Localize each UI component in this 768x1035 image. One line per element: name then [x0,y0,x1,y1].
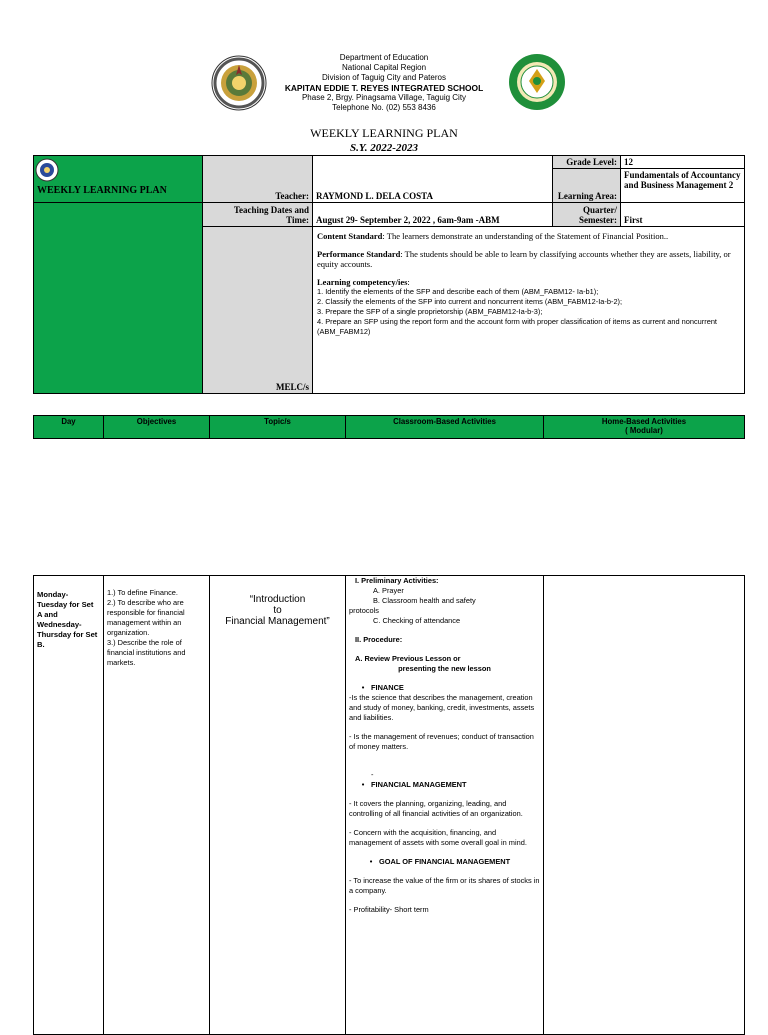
teacher-value: RAYMOND L. DELA COSTA [313,156,553,203]
goal-definition: - To increase the value of the firm or its shares of stocks in a company. [349,876,540,895]
objective-item: 3.) Describe the role of financial institutions and markets. [107,638,186,667]
page-title: WEEKLY LEARNING PLAN [310,126,458,140]
competency-heading [317,277,740,288]
dates-label-2: Time: [286,215,309,225]
finance-definition-1: -Is the science that describes the management, creation and study of money, banking, credit, investments, assets and liabilities. [349,693,535,722]
school-name: KAPITAN EDDIE T. REYES INTEGRATED SCHOOL [284,83,484,93]
learning-area-label: Learning Area: [553,169,621,203]
fm-definition-1: - It covers the planning, organizing, leading, and controlling of all financial activities of an organization. [349,799,523,818]
prelim-heading: I. Preliminary Activities: [355,576,439,585]
performance-standard-text: : The students should be able to learn by classifying accounts whether they are assets, liability, or equity accounts. [317,248,731,269]
schedule-header [33,415,745,439]
competency-label: Learning competency/ies [317,276,408,287]
school-year: S.Y. 2022-2023 [350,142,418,154]
finance-definition-2: - Is the management of revenues; conduct of transaction of money matters. [349,732,534,751]
quarter-label [553,203,621,227]
fm-definition-2: - Concern with the acquisition, financing, and management of assets with some overall goal in mind. [349,828,527,847]
classroom-activities [346,576,544,1035]
col-day: Day [34,416,104,439]
dates-value: August 29- September 2, 2022 , 6am-9am -ABM [313,203,553,227]
learning-area-value: Fundamentals of Accountancy and Business Management 2 [621,169,745,203]
lesson-topic [210,576,346,1035]
prayer-item: A. Prayer [373,586,404,595]
school-telephone: Telephone No. (02) 553 8436 [332,103,436,112]
teacher-label: Teacher: [275,191,309,201]
protocols-line: protocols [349,606,379,615]
left-green-block [34,203,203,394]
topic-line-1: “Introduction [249,594,306,605]
info-table [33,155,745,394]
col-home [544,416,745,439]
content-standard-label: Content Standard [317,231,383,241]
performance-standard-label: Performance Standard [317,248,401,259]
goal-heading: • GOAL OF FINANCIAL MANAGEMENT [349,857,540,867]
grade-label: Grade Level: [553,156,621,169]
quarter-label-2: Semester: [579,215,617,225]
teacher-label-cell [203,156,313,203]
attendance-item: C. Checking of attendance [373,616,461,625]
dash-line: - [371,770,374,779]
health-item: B. Classroom health and safety [373,596,476,605]
col-topics: Topic/s [210,416,346,439]
col-home-1: Home-Based Activities [601,417,687,426]
competency-item: 3. Prepare the SFP of a single proprietorship (ABM_FABM12-Ia-b-3); [317,307,543,316]
dates-label-1: Teaching Dates and [233,205,309,215]
competency-colon: : [407,276,410,287]
financial-management-heading: • FINANCIAL MANAGEMENT [349,780,540,790]
header-line-2: National Capital Region [341,63,427,72]
dates-label [203,203,313,227]
objective-item: 2.) To describe who are responsible for financial management within an organization. [107,598,185,637]
deped-small-logo [35,158,59,182]
competency-item: 1. Identify the elements of the SFP and describe each of them (ABM_FABM12- Ia-b1); [317,287,599,296]
school-header [250,53,518,113]
school-address: Phase 2, Brgy. Pinagsama Village, Taguig City [301,93,467,102]
left-title: WEEKLY LEARNING PLAN [37,185,167,196]
objective-item: 1.) To define Finance. [107,588,178,597]
competency-item: 2. Classify the elements of the SFP into current and noncurrent items (ABM_FABM12-Ia-b-2); [317,297,623,306]
grade-value: 12 [621,156,745,169]
finance-heading: • FINANCE [349,683,540,693]
standards-content [313,227,745,394]
school-seal-logo [508,53,566,111]
col-objectives: Objectives [104,416,210,439]
quarter-label-1: Quarter/ [583,205,617,215]
competency-item: 4. Prepare an SFP using the report form and the account form with proper classification of items as current and noncurrent (ABM_FABM12) [317,317,717,336]
content-standard [317,231,740,242]
topic-line-3: Financial Management” [225,616,330,627]
home-activities [544,576,745,1035]
lesson-objectives [104,576,210,1035]
content-standard-text: : The learners demonstrate an understanding of the Statement of Financial Position.. [382,231,669,241]
header-line-3: Division of Taguig City and Pateros [322,73,446,82]
review-line-1: A. Review Previous Lesson or [355,654,461,663]
left-title-cell [34,156,203,203]
melc-label: MELC/s [203,227,313,394]
performance-standard [317,249,740,270]
profitability-line: - Profitability- Short term [349,905,429,914]
lesson-table [33,575,745,1035]
header-line-1: Department of Education [339,53,429,62]
quarter-value: First [621,203,745,227]
review-line-2: presenting the new lesson [398,664,491,673]
procedure-heading: II. Procedure: [355,635,403,644]
lesson-day: Monday- Tuesday for Set A and Wednesday- Thursday for Set B. [34,576,104,1035]
topic-line-2: to [273,605,282,616]
col-classroom: Classroom-Based Activities [346,416,544,439]
col-home-2: ( Modular) [625,426,663,435]
competency-list [317,287,740,337]
